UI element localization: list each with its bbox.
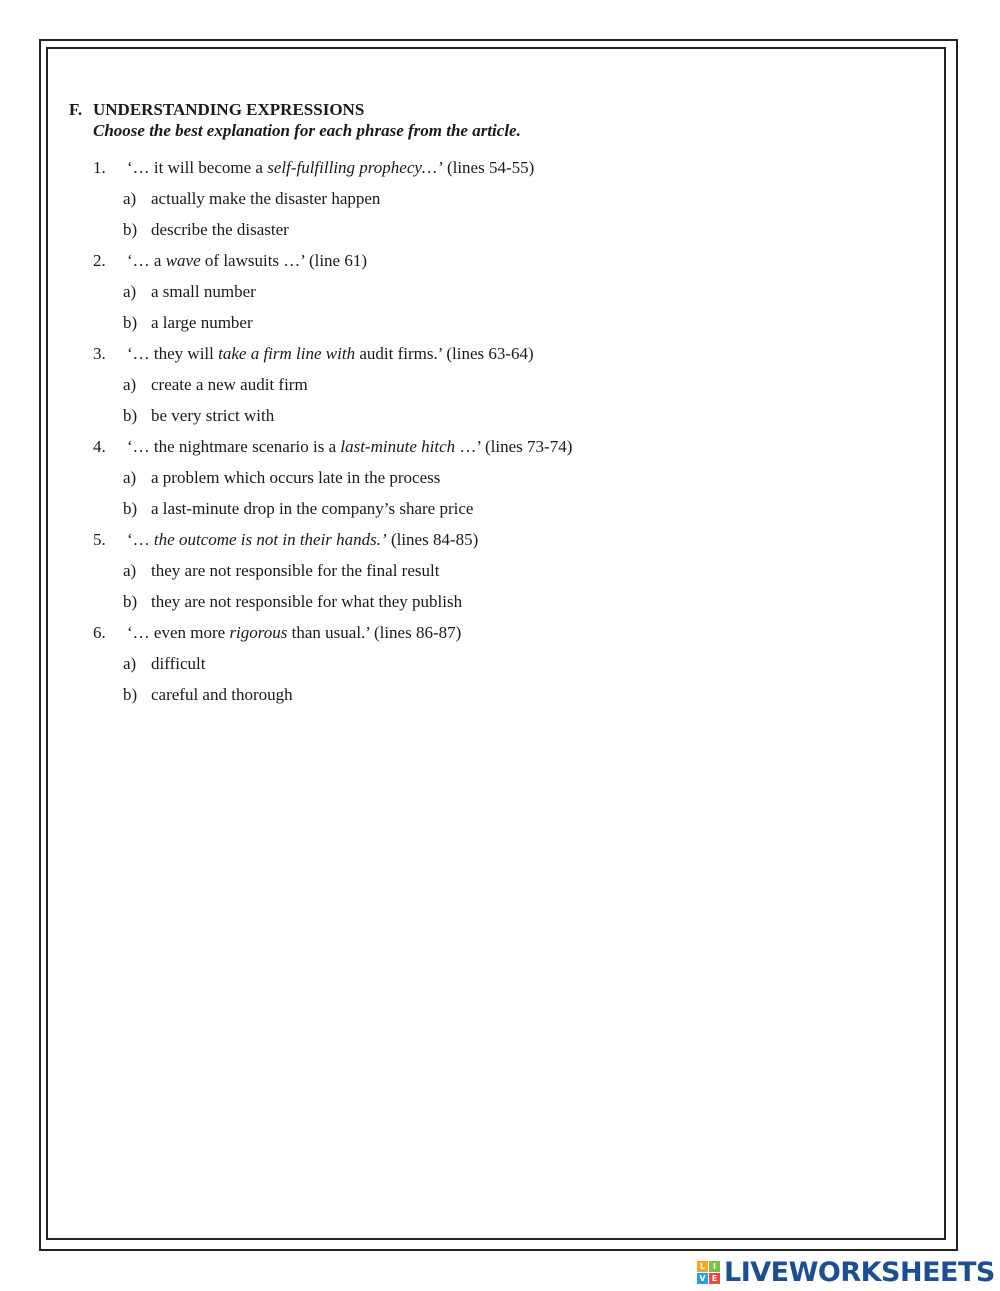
answer-option-4-a[interactable] xyxy=(123,462,929,493)
option-text: a small number xyxy=(151,282,256,301)
quoted-expression: take a firm line with xyxy=(218,344,356,363)
phrase-text: of lawsuits …’ (line 61) xyxy=(200,251,368,270)
question-2 xyxy=(93,245,929,276)
question-3 xyxy=(93,338,929,369)
option-letter: a) xyxy=(123,468,137,487)
liveworksheets-logo xyxy=(697,1255,995,1289)
quoted-expression: self-fulfilling prophecy…’ xyxy=(267,158,443,177)
option-letter: b) xyxy=(123,220,138,239)
option-text: a last-minute drop in the company’s share price xyxy=(151,499,474,518)
question-number: 4. xyxy=(93,437,106,456)
quoted-expression: rigorous xyxy=(229,623,288,642)
quoted-expression: the outcome is not in their hands.’ xyxy=(153,530,387,549)
phrase-text: (lines 84-85) xyxy=(386,530,479,549)
answer-option-2-b[interactable] xyxy=(123,307,929,338)
option-text: careful and thorough xyxy=(151,685,293,704)
quoted-expression: wave xyxy=(165,251,201,270)
question-list xyxy=(69,152,929,710)
question-number: 2. xyxy=(93,251,106,270)
option-text: they are not responsible for the final result xyxy=(151,561,440,580)
phrase-text: audit firms.’ (lines 63-64) xyxy=(355,344,534,363)
option-text: a large number xyxy=(151,313,253,332)
answer-option-3-b[interactable] xyxy=(123,400,929,431)
option-letter: b) xyxy=(123,685,138,704)
question-number: 6. xyxy=(93,623,106,642)
phrase-text: ‘… it will become a xyxy=(127,158,268,177)
option-text: they are not responsible for what they publish xyxy=(151,592,463,611)
phrase-text: ‘… a xyxy=(127,251,166,270)
answer-option-4-b[interactable] xyxy=(123,493,929,524)
question-6 xyxy=(93,617,929,648)
phrase-text: ‘… xyxy=(127,530,154,549)
option-text: describe the disaster xyxy=(151,220,289,239)
option-text: difficult xyxy=(151,654,206,673)
question-number: 3. xyxy=(93,344,106,363)
section-letter: F. xyxy=(69,100,83,119)
phrase-text: ‘… even more xyxy=(127,623,230,642)
phrase-text: than usual.’ (lines 86-87) xyxy=(287,623,462,642)
worksheet-content xyxy=(69,100,929,710)
section-instruction: Choose the best explanation for each phrase from the article. xyxy=(93,121,521,140)
question-phrase xyxy=(127,617,461,648)
question-4 xyxy=(93,431,929,462)
question-number: 1. xyxy=(93,158,106,177)
option-text: actually make the disaster happen xyxy=(151,189,381,208)
question-phrase xyxy=(127,338,534,369)
answer-option-1-a[interactable] xyxy=(123,183,929,214)
logo-squares-icon xyxy=(697,1261,720,1284)
quoted-expression: last-minute hitch xyxy=(340,437,456,456)
option-letter: b) xyxy=(123,499,138,518)
answer-option-6-a[interactable] xyxy=(123,648,929,679)
answer-option-1-b[interactable] xyxy=(123,214,929,245)
phrase-text: ‘… they will xyxy=(127,344,219,363)
option-letter: a) xyxy=(123,375,137,394)
answer-option-5-b[interactable] xyxy=(123,586,929,617)
logo-square: I xyxy=(709,1261,720,1272)
option-text: create a new audit firm xyxy=(151,375,308,394)
option-letter: a) xyxy=(123,189,137,208)
question-phrase xyxy=(127,245,367,276)
answer-option-6-b[interactable] xyxy=(123,679,929,710)
answer-option-2-a[interactable] xyxy=(123,276,929,307)
question-phrase xyxy=(127,431,572,462)
logo-text: LIVEWORKSHEETS xyxy=(724,1256,995,1288)
answer-option-3-a[interactable] xyxy=(123,369,929,400)
section-title: UNDERSTANDING EXPRESSIONS xyxy=(93,100,365,119)
section-heading xyxy=(69,100,929,120)
phrase-text: ‘… the nightmare scenario is a xyxy=(127,437,341,456)
option-letter: a) xyxy=(123,282,137,301)
phrase-text: …’ (lines 73-74) xyxy=(455,437,573,456)
question-phrase xyxy=(127,524,478,555)
question-number: 5. xyxy=(93,530,106,549)
option-text: a problem which occurs late in the process xyxy=(151,468,441,487)
answer-option-5-a[interactable] xyxy=(123,555,929,586)
option-letter: b) xyxy=(123,592,138,611)
question-5 xyxy=(93,524,929,555)
option-text: be very strict with xyxy=(151,406,275,425)
option-letter: a) xyxy=(123,654,137,673)
question-1 xyxy=(93,152,929,183)
phrase-text: (lines 54-55) xyxy=(442,158,535,177)
option-letter: a) xyxy=(123,561,137,580)
logo-square: L xyxy=(697,1261,708,1272)
option-letter: b) xyxy=(123,406,138,425)
option-letter: b) xyxy=(123,313,138,332)
question-phrase xyxy=(127,152,534,183)
logo-square: E xyxy=(709,1273,720,1284)
logo-square: V xyxy=(697,1273,708,1284)
